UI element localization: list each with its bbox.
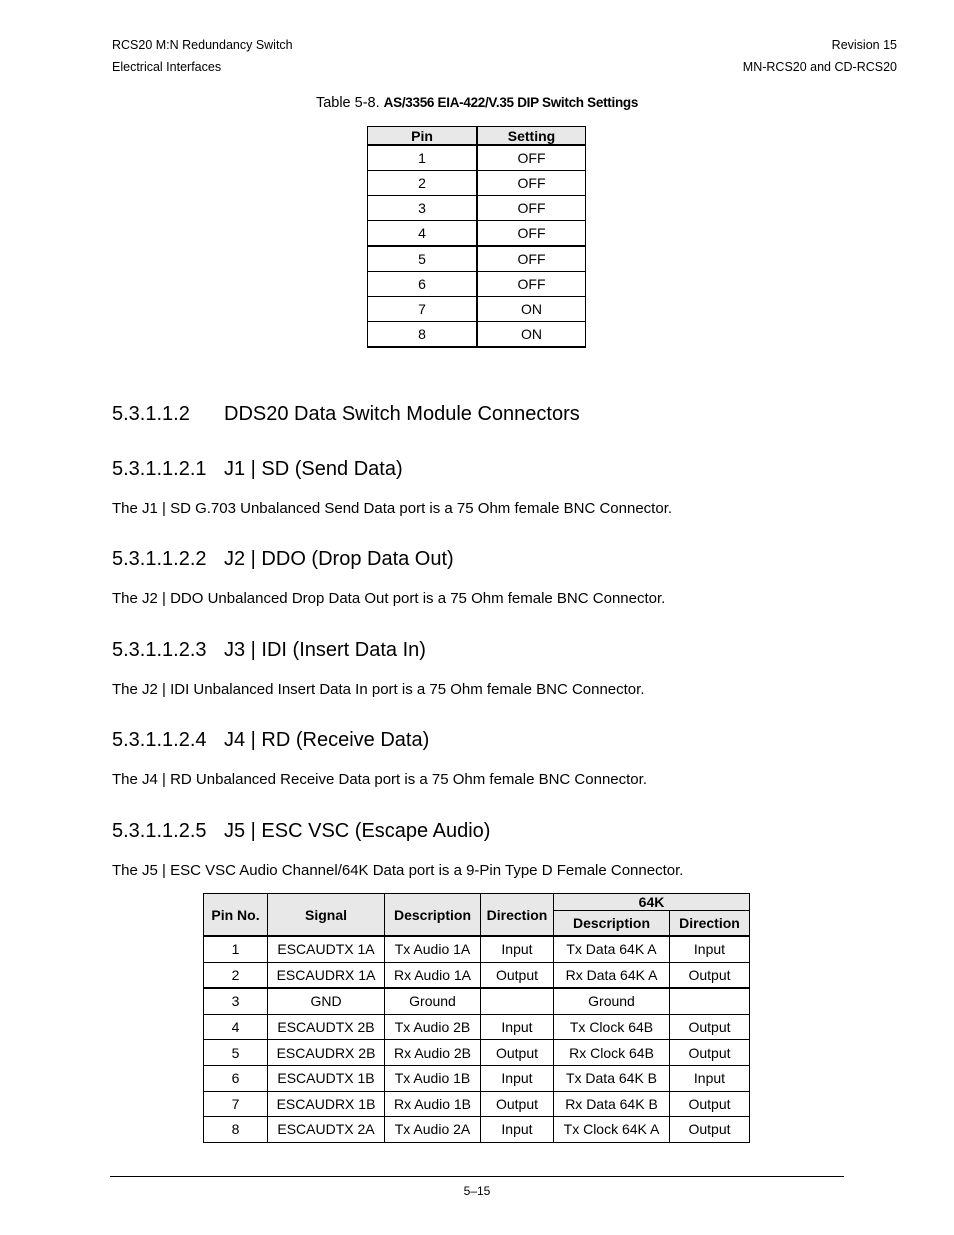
table-row bbox=[368, 297, 586, 322]
subsection-number: 5.3.1.1.2.2 bbox=[112, 548, 207, 570]
esc-col-description: Description bbox=[385, 894, 481, 937]
esc-64k-description-cell: Tx Clock 64B bbox=[554, 1014, 670, 1040]
section-number: 5.3.1.1.2 bbox=[112, 403, 190, 425]
esc-64k-direction-cell: Output bbox=[670, 1117, 750, 1143]
subsection-heading bbox=[112, 729, 429, 752]
table-row bbox=[204, 1014, 750, 1040]
esc-direction-cell: Input bbox=[481, 1117, 554, 1143]
dip-pin-cell: 1 bbox=[368, 145, 478, 171]
table-row bbox=[204, 1065, 750, 1091]
esc-64k-description-cell: Tx Clock 64K A bbox=[554, 1117, 670, 1143]
table-row bbox=[368, 145, 586, 171]
dip-setting-cell: OFF bbox=[477, 272, 586, 297]
header-revision: Revision 15 bbox=[831, 38, 897, 52]
dip-setting-cell: OFF bbox=[477, 196, 586, 221]
subsection-title: J4 | RD (Receive Data) bbox=[224, 729, 430, 751]
dip-pin-cell: 6 bbox=[368, 272, 478, 297]
subsection-body: The J4 | RD Unbalanced Receive Data port is a 75 Ohm female BNC Connector. bbox=[112, 771, 647, 788]
footer-rule bbox=[110, 1176, 844, 1177]
header-chapter-title: Electrical Interfaces bbox=[112, 60, 222, 74]
section-heading bbox=[112, 403, 580, 426]
dip-setting-cell: ON bbox=[477, 297, 586, 322]
dip-pin-cell: 4 bbox=[368, 221, 478, 247]
esc-64k-description-cell: Rx Data 64K B bbox=[554, 1091, 670, 1117]
esc-direction-cell: Input bbox=[481, 936, 554, 962]
subsection-title: J1 | SD (Send Data) bbox=[224, 458, 403, 480]
dip-col-pin: Pin bbox=[368, 127, 478, 146]
esc-64k-direction-cell: Output bbox=[670, 1014, 750, 1040]
esc-direction-cell bbox=[481, 988, 554, 1014]
esc-description-cell: Tx Audio 2B bbox=[385, 1014, 481, 1040]
esc-col-signal: Signal bbox=[268, 894, 385, 937]
esc-description-cell: Tx Audio 1B bbox=[385, 1065, 481, 1091]
esc-description-cell: Rx Audio 2B bbox=[385, 1040, 481, 1066]
esc-64k-direction-cell: Output bbox=[670, 962, 750, 988]
table-row bbox=[204, 988, 750, 1014]
esc-64k-direction-cell bbox=[670, 988, 750, 1014]
esc-pin-cell: 6 bbox=[204, 1065, 268, 1091]
esc-pin-cell: 8 bbox=[204, 1117, 268, 1143]
subsection-heading bbox=[112, 548, 454, 571]
dip-pin-cell: 8 bbox=[368, 322, 478, 348]
esc-signal-cell: ESCAUDTX 2A bbox=[268, 1117, 385, 1143]
esc-pin-cell: 7 bbox=[204, 1091, 268, 1117]
table-row bbox=[204, 936, 750, 962]
table-row bbox=[204, 1091, 750, 1117]
esc-direction-cell: Input bbox=[481, 1014, 554, 1040]
esc-64k-description-cell: Tx Data 64K A bbox=[554, 936, 670, 962]
dip-switch-table bbox=[367, 126, 586, 348]
subsection-body: The J5 | ESC VSC Audio Channel/64K Data port is a 9-Pin Type D Female Connector. bbox=[112, 862, 684, 879]
esc-description-cell: Rx Audio 1A bbox=[385, 962, 481, 988]
dip-table-caption-label: Table 5-8. bbox=[315, 95, 380, 111]
dip-setting-cell: OFF bbox=[477, 171, 586, 196]
esc-signal-cell: ESCAUDRX 1B bbox=[268, 1091, 385, 1117]
subsection-heading bbox=[112, 820, 490, 843]
table-row bbox=[368, 246, 586, 272]
table-row bbox=[204, 1040, 750, 1066]
subsection-body: The J1 | SD G.703 Unbalanced Send Data port is a 75 Ohm female BNC Connector. bbox=[112, 500, 673, 517]
esc-pin-cell: 4 bbox=[204, 1014, 268, 1040]
esc-pin-cell: 5 bbox=[204, 1040, 268, 1066]
escape-audio-table bbox=[203, 893, 750, 1143]
subsection-body: The J2 | DDO Unbalanced Drop Data Out port is a 75 Ohm female BNC Connector. bbox=[112, 590, 666, 607]
esc-signal-cell: ESCAUDRX 1A bbox=[268, 962, 385, 988]
subsection-title: J5 | ESC VSC (Escape Audio) bbox=[224, 820, 491, 842]
table-row bbox=[368, 322, 586, 348]
table-row bbox=[368, 196, 586, 221]
dip-table-body bbox=[368, 145, 586, 347]
subsection-number: 5.3.1.1.2.4 bbox=[112, 729, 207, 751]
esc-64k-direction-cell: Output bbox=[670, 1040, 750, 1066]
table-row bbox=[368, 221, 586, 247]
section-title: DDS20 Data Switch Module Connectors bbox=[224, 403, 580, 425]
dip-setting-cell: OFF bbox=[477, 246, 586, 272]
header-doc-number: MN-RCS20 and CD-RCS20 bbox=[742, 60, 897, 74]
esc-signal-cell: ESCAUDRX 2B bbox=[268, 1040, 385, 1066]
subsection-heading bbox=[112, 639, 426, 662]
esc-col-64k-description: Description bbox=[554, 911, 670, 937]
esc-64k-direction-cell: Output bbox=[670, 1091, 750, 1117]
header-doc-title: RCS20 M:N Redundancy Switch bbox=[112, 38, 293, 52]
table-row bbox=[204, 1117, 750, 1143]
table-row bbox=[368, 272, 586, 297]
esc-direction-cell: Output bbox=[481, 1091, 554, 1117]
esc-signal-cell: GND bbox=[268, 988, 385, 1014]
esc-description-cell: Tx Audio 1A bbox=[385, 936, 481, 962]
dip-pin-cell: 2 bbox=[368, 171, 478, 196]
esc-col-direction: Direction bbox=[481, 894, 554, 937]
esc-description-cell: Ground bbox=[385, 988, 481, 1014]
esc-description-cell: Tx Audio 2A bbox=[385, 1117, 481, 1143]
esc-pin-cell: 1 bbox=[204, 936, 268, 962]
dip-setting-cell: ON bbox=[477, 322, 586, 348]
esc-64k-direction-cell: Input bbox=[670, 1065, 750, 1091]
dip-col-setting: Setting bbox=[477, 127, 586, 146]
dip-pin-cell: 7 bbox=[368, 297, 478, 322]
subsection-body: The J2 | IDI Unbalanced Insert Data In port is a 75 Ohm female BNC Connector. bbox=[112, 681, 645, 698]
esc-signal-cell: ESCAUDTX 1B bbox=[268, 1065, 385, 1091]
dip-setting-cell: OFF bbox=[477, 145, 586, 171]
esc-signal-cell: ESCAUDTX 1A bbox=[268, 936, 385, 962]
esc-direction-cell: Output bbox=[481, 962, 554, 988]
subsection-title: J3 | IDI (Insert Data In) bbox=[224, 639, 426, 661]
esc-description-cell: Rx Audio 1B bbox=[385, 1091, 481, 1117]
table-row bbox=[204, 962, 750, 988]
esc-col-pin: Pin No. bbox=[204, 894, 268, 937]
esc-direction-cell: Output bbox=[481, 1040, 554, 1066]
esc-64k-direction-cell: Input bbox=[670, 936, 750, 962]
dip-pin-cell: 5 bbox=[368, 246, 478, 272]
esc-signal-cell: ESCAUDTX 2B bbox=[268, 1014, 385, 1040]
subsection-number: 5.3.1.1.2.1 bbox=[112, 458, 207, 480]
esc-pin-cell: 3 bbox=[204, 988, 268, 1014]
dip-setting-cell: OFF bbox=[477, 221, 586, 247]
esc-col-64k-direction: Direction bbox=[670, 911, 750, 937]
dip-table-caption-desc: AS/3356 EIA-422/V.35 DIP Switch Settings bbox=[383, 95, 639, 110]
dip-table-caption bbox=[0, 95, 954, 111]
page-number: 5–15 bbox=[463, 1184, 491, 1198]
dip-pin-cell: 3 bbox=[368, 196, 478, 221]
esc-col-group-64k: 64K bbox=[554, 894, 750, 911]
esc-64k-description-cell: Rx Data 64K A bbox=[554, 962, 670, 988]
esc-64k-description-cell: Rx Clock 64B bbox=[554, 1040, 670, 1066]
esc-64k-description-cell: Tx Data 64K B bbox=[554, 1065, 670, 1091]
esc-direction-cell: Input bbox=[481, 1065, 554, 1091]
esc-pin-cell: 2 bbox=[204, 962, 268, 988]
esc-64k-description-cell: Ground bbox=[554, 988, 670, 1014]
esc-table-body bbox=[204, 936, 750, 1142]
subsection-number: 5.3.1.1.2.3 bbox=[112, 639, 207, 661]
subsection-number: 5.3.1.1.2.5 bbox=[112, 820, 207, 842]
subsection-heading bbox=[112, 458, 403, 481]
subsection-title: J2 | DDO (Drop Data Out) bbox=[224, 548, 454, 570]
table-row bbox=[368, 171, 586, 196]
